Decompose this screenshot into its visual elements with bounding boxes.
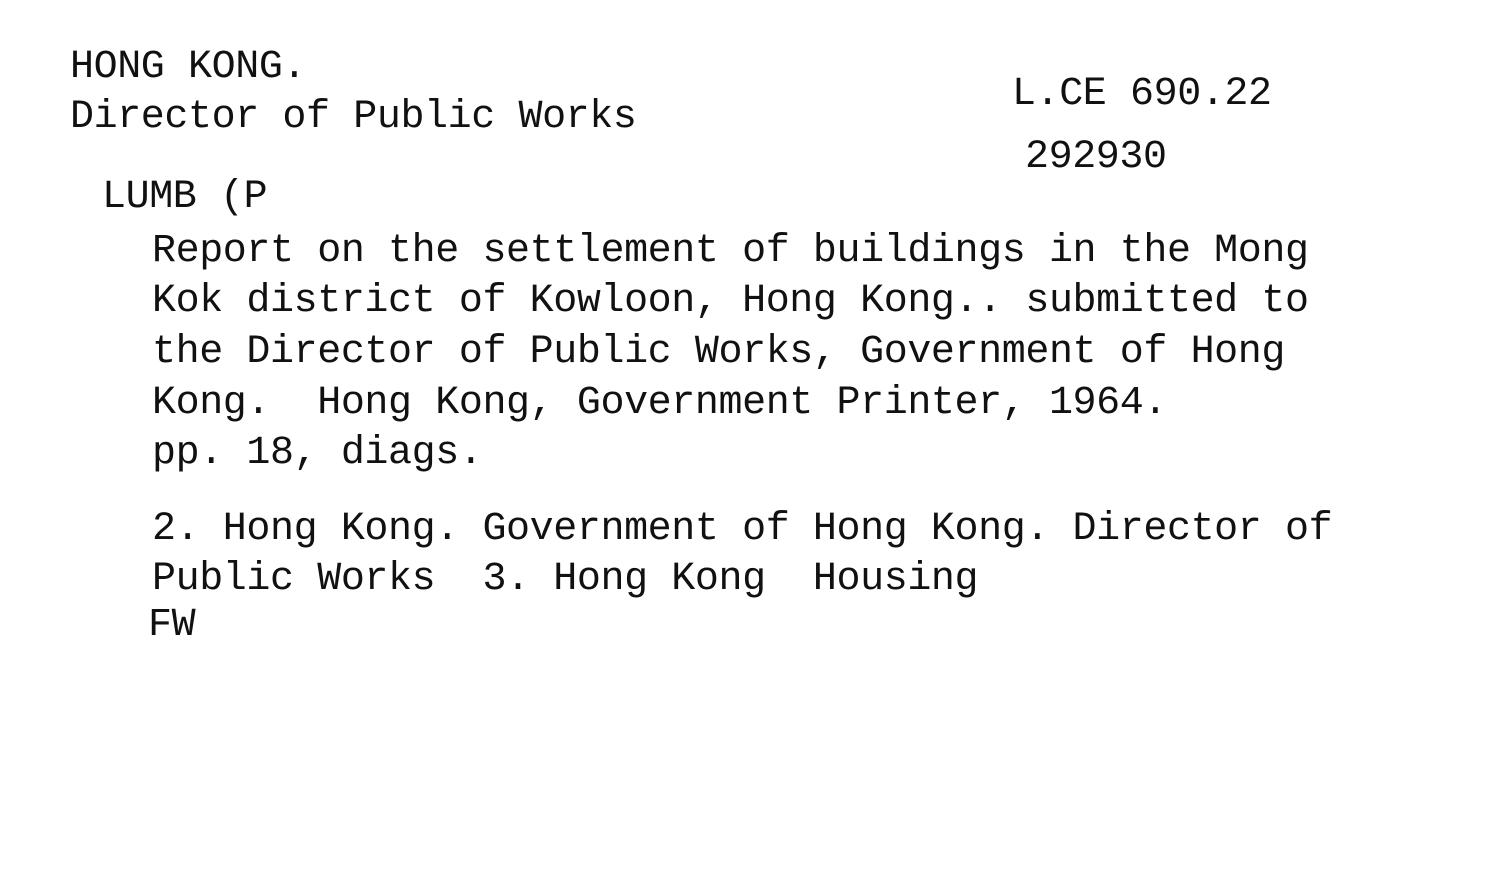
tracings-line-2: Public Works 3. Hong Kong Housing (152, 557, 979, 602)
tracings-line-1: 2. Hong Kong. Government of Hong Kong. Director of (152, 507, 1333, 552)
description-line-1: Report on the settlement of buildings in the Mong (152, 229, 1309, 274)
description-line-2: Kok district of Kowloon, Hong Kong.. submitted to (152, 279, 1309, 324)
heading-line-2: Director of Public Works (70, 95, 637, 140)
accession-number: 292930 (1025, 135, 1167, 180)
author-entry: LUMB (P (102, 175, 268, 220)
description-line-3: the Director of Public Works, Government of Hong (152, 330, 1285, 375)
tracings-line-3: FW (148, 603, 196, 648)
description-line-5: pp. 18, diags. (152, 431, 483, 476)
description-line-4: Kong. Hong Kong, Government Printer, 1964. (152, 381, 1167, 426)
call-number: L.CE 690.22 (1012, 72, 1272, 117)
heading-line-1: HONG KONG. (70, 45, 307, 90)
